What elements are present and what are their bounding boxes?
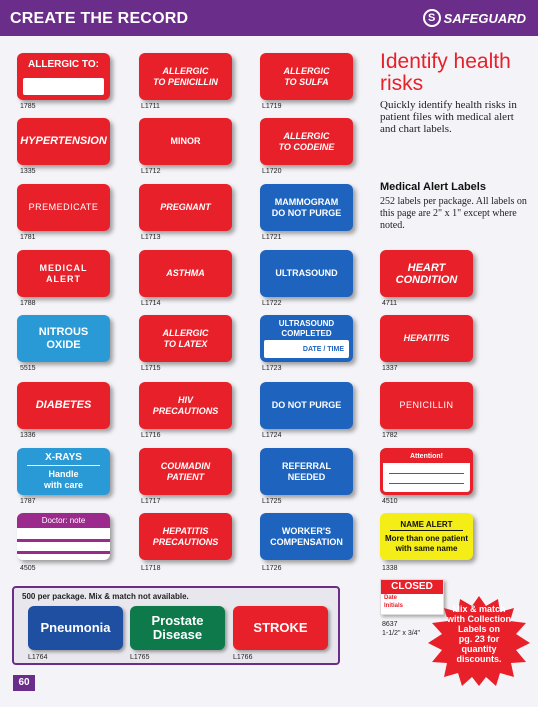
label-hepatitis <box>380 315 473 362</box>
label-line2: COMPENSATION <box>270 536 343 547</box>
label-medical-alert <box>17 250 110 297</box>
label-coumadin <box>139 448 232 495</box>
sub-heading: Medical Alert Labels <box>380 181 486 193</box>
label-text: ASTHMA <box>166 268 205 278</box>
label-line1: ALLERGIC <box>283 65 330 76</box>
brand-logo <box>423 9 526 27</box>
label-line1: MEDICAL <box>39 262 88 273</box>
starburst-line2: with Collection <box>447 614 511 624</box>
label-hypertension <box>17 118 110 165</box>
label-line2: PRECAUTIONS <box>152 536 219 547</box>
product-code: 1336 <box>20 432 36 439</box>
label-ultrasound-completed <box>260 315 353 362</box>
label-line1: HIV <box>177 394 193 405</box>
label-xrays <box>17 448 110 495</box>
page-heading <box>380 51 511 95</box>
label-text: PENICILLIN <box>399 400 454 410</box>
label-line2: with same name <box>395 544 458 553</box>
product-code: L1724 <box>262 432 282 439</box>
label-line2: NEEDED <box>287 471 326 482</box>
label-pregnant <box>139 184 232 231</box>
product-code: L1712 <box>141 168 161 175</box>
label-referral <box>260 448 353 495</box>
label-line1: MAMMOGRAM <box>274 196 339 207</box>
label-line2: CONDITION <box>395 273 458 286</box>
label-size: 1-1/2" x 3/4" <box>382 630 421 637</box>
label-minor <box>139 118 232 165</box>
label-line2: TO CODEINE <box>278 141 335 152</box>
label-doctor-note <box>17 513 110 560</box>
product-code: L1726 <box>262 565 282 572</box>
brand-name: SAFEGUARD <box>443 10 526 26</box>
label-text-wrap <box>151 614 203 642</box>
label-line1: ALLERGIC <box>162 327 209 338</box>
label-text: HYPERTENSION <box>20 135 107 147</box>
product-code: 4510 <box>382 498 398 505</box>
write-line <box>389 473 464 474</box>
heading-line1: Identify health <box>380 50 511 73</box>
label-nitrous-oxide <box>17 315 110 362</box>
label-ultrasound <box>260 250 353 297</box>
label-workers-comp <box>260 513 353 560</box>
label-line1: HEART <box>407 261 446 274</box>
label-text: PREMEDICATE <box>28 202 99 212</box>
product-code: L1717 <box>141 498 161 505</box>
product-code: 4711 <box>382 300 398 307</box>
product-code: 1788 <box>20 300 36 307</box>
starburst-line1: Mix & match <box>452 604 506 614</box>
safeguard-logo-icon: S <box>423 9 441 27</box>
label-text: Doctor: note <box>17 513 110 528</box>
label-diabetes <box>17 382 110 429</box>
label-text: ULTRASOUND <box>275 268 338 278</box>
label-text: DO NOT PURGE <box>271 400 342 410</box>
starburst-line3: Labels on <box>457 624 500 634</box>
starburst-line6: discounts. <box>456 654 502 664</box>
label-text: ALLERGIC TO: <box>28 59 99 70</box>
label-text: PREGNANT <box>160 202 211 212</box>
product-code: 4505 <box>20 565 36 572</box>
label-premedicate <box>17 184 110 231</box>
product-code: 5515 <box>20 365 36 372</box>
label-asthma <box>139 250 232 297</box>
label-allergic-penicillin <box>139 53 232 100</box>
product-code: 1335 <box>20 168 36 175</box>
product-code: 1338 <box>382 565 398 572</box>
label-text: Attention! <box>383 451 470 463</box>
label-line1: More than one patient <box>384 534 469 543</box>
divider <box>27 465 100 466</box>
non-mix-box <box>12 586 340 665</box>
product-code: L1714 <box>141 300 161 307</box>
label-name-alert <box>380 513 473 560</box>
product-code: L1718 <box>141 565 161 572</box>
label-attention <box>380 448 473 495</box>
product-code: L1764 <box>28 654 48 661</box>
product-code: 8637 <box>382 621 398 628</box>
label-line2: ALERT <box>46 273 81 284</box>
product-code: L1765 <box>130 654 150 661</box>
label-line1: WORKER'S <box>281 525 332 536</box>
label-body <box>380 534 473 554</box>
label-text: DIABETES <box>35 399 92 411</box>
label-text: MINOR <box>170 136 201 146</box>
label-title: NAME ALERT <box>400 520 453 529</box>
label-line1: Handle <box>48 469 79 479</box>
product-code: L1722 <box>262 300 282 307</box>
product-code: L1719 <box>262 103 282 110</box>
label-line2: PATIENT <box>166 471 205 482</box>
write-line <box>17 551 110 554</box>
starburst-text <box>426 604 532 664</box>
product-code: 1782 <box>382 432 398 439</box>
label-stroke <box>233 606 328 650</box>
product-code: L1716 <box>141 432 161 439</box>
label-hepatitis-precautions <box>139 513 232 560</box>
product-code: L1766 <box>233 654 253 661</box>
label-line2: PRECAUTIONS <box>152 405 219 416</box>
starburst-line4: pg. 23 for <box>458 634 500 644</box>
section-title: CREATE THE RECORD <box>10 10 189 27</box>
label-hiv-precautions <box>139 382 232 429</box>
package-note: 500 per package. Mix & match not available. <box>22 592 189 601</box>
sub-text: 252 labels per package. All labels on this page are 2" x 1" except where noted. <box>380 196 527 231</box>
product-code: L1721 <box>262 234 282 241</box>
write-in-field <box>23 78 104 95</box>
product-code: L1723 <box>262 365 282 372</box>
label-text: STROKE <box>253 620 308 635</box>
label-line1: Prostate <box>151 613 204 628</box>
heading-line2: risks <box>380 72 424 95</box>
label-pneumonia <box>28 606 123 650</box>
label-line2: TO PENICILLIN <box>153 76 218 87</box>
label-mammogram <box>260 184 353 231</box>
label-line1: ALLERGIC <box>283 130 330 141</box>
label-body <box>17 469 110 491</box>
write-line <box>17 539 110 542</box>
label-line1: COUMADIN <box>160 460 211 471</box>
label-text: NITROUS OXIDE <box>38 325 89 351</box>
label-line2: COMPLETED <box>281 329 332 338</box>
label-line1: HEPATITIS <box>162 525 209 536</box>
label-heart-condition <box>380 250 473 297</box>
page-header <box>0 0 538 36</box>
label-line2: DO NOT PURGE <box>271 207 342 218</box>
product-code: 1785 <box>20 103 36 110</box>
label-line2: with care <box>43 480 83 490</box>
divider <box>390 530 463 531</box>
label-line2: TO LATEX <box>163 338 208 349</box>
label-text: HEPATITIS <box>403 333 450 343</box>
date-row: Date <box>384 595 398 601</box>
label-allergic-latex <box>139 315 232 362</box>
product-code: 1337 <box>382 365 398 372</box>
product-code: 1781 <box>20 234 36 241</box>
label-line1: ALLERGIC <box>162 65 209 76</box>
product-code: L1725 <box>262 498 282 505</box>
product-code: L1720 <box>262 168 282 175</box>
product-code: L1715 <box>141 365 161 372</box>
label-title <box>260 319 353 339</box>
initials-row: Initials <box>384 603 404 609</box>
label-do-not-purge <box>260 382 353 429</box>
label-line1: REFERRAL <box>282 460 331 471</box>
label-allergic-codeine <box>260 118 353 165</box>
product-code: L1711 <box>141 103 160 110</box>
date-time-field: DATE / TIME <box>264 340 349 358</box>
product-code: 1787 <box>20 498 36 505</box>
label-title: X-RAYS <box>45 452 82 463</box>
label-penicillin <box>380 382 473 429</box>
label-text: Pneumonia <box>40 620 111 635</box>
label-line2: Disease <box>152 627 203 642</box>
label-line2: TO SULFA <box>284 76 329 87</box>
intro-text: Quickly identify health risks in patient files with medical alert and chart labels. <box>380 99 517 135</box>
label-allergic-to <box>17 53 110 100</box>
label-prostate-disease <box>130 606 225 650</box>
product-code: L1713 <box>141 234 161 241</box>
starburst-line5: quantity <box>461 644 497 654</box>
write-line <box>389 483 464 484</box>
page-number: 60 <box>13 675 35 691</box>
label-line1: ULTRASOUND <box>278 319 335 328</box>
label-allergic-sulfa <box>260 53 353 100</box>
label-title: CLOSED FILE <box>381 580 443 594</box>
